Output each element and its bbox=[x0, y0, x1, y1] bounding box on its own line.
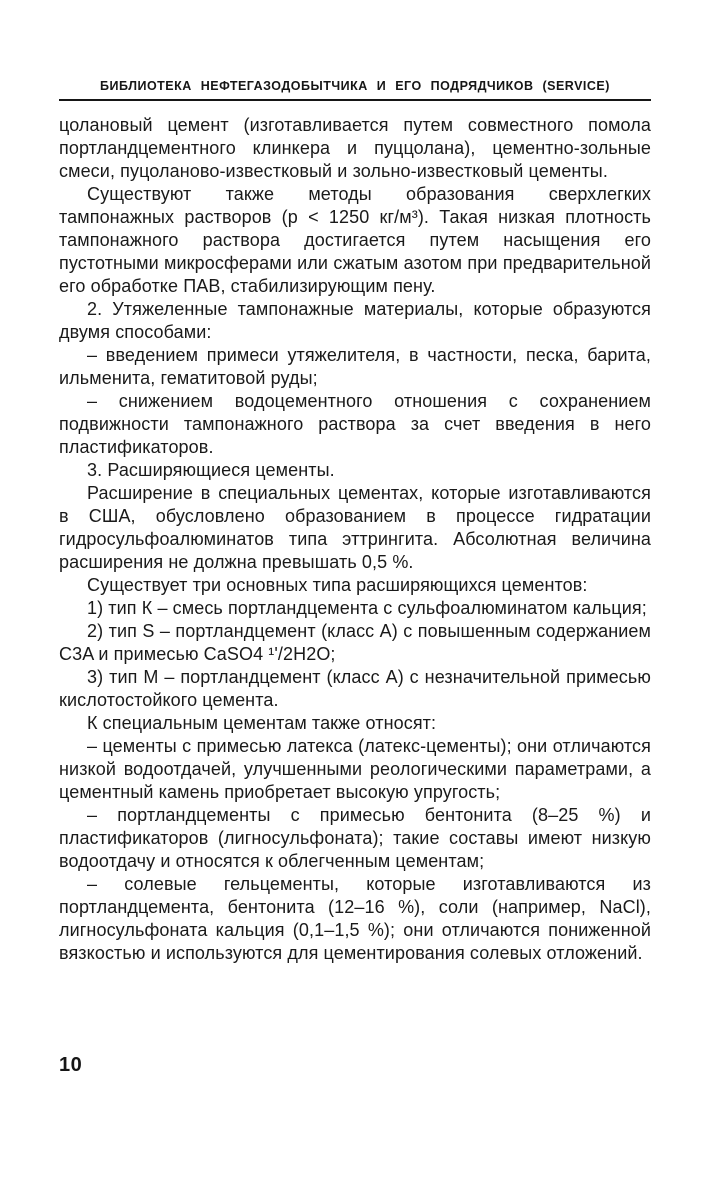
text-column bbox=[59, 79, 651, 965]
paragraph: – портландцементы с примесью бентонита (8–25 %) и пластификаторов (лигносульфоната); такие составы имеют низкую водоотдачу и относятся к облегченным цементам; bbox=[59, 805, 651, 871]
paragraph: – введением примеси утяжелителя, в частности, песка, барита, ильменита, гематитовой руды; bbox=[59, 345, 651, 388]
paragraph: – цементы с примесью латекса (латекс-цементы); они отличаются низкой водоотдачей, улучшенными реологическими параметрами, а цементный камень приобретает высокую упругость; bbox=[59, 736, 651, 802]
page-body bbox=[59, 114, 651, 965]
paragraph: Расширение в специальных цементах, которые изготавливаются в США, обусловлено образованием в процессе гидратации гидросульфоалюминатов типа эттрингита. Абсолютная величина расширения не должна превышать 0,5 %. bbox=[59, 483, 651, 572]
paragraph: 1) тип К – смесь портландцемента с сульфоалюминатом кальция; bbox=[87, 598, 647, 618]
running-header-title: БИБЛИОТЕКА НЕФТЕГАЗОДОБЫТЧИКА И ЕГО ПОДРЯДЧИКОВ (SERVICE) bbox=[100, 79, 610, 93]
paragraph: цолановый цемент (изготавливается путем совместного помола портландцементного клинкера и пуццолана), цементно-зольные смеси, пуцоланово-известковый и зольно-известковый цементы. bbox=[59, 115, 651, 181]
paragraph: 2) тип S – портландцемент (класс A) с повышенным содержанием C3A и примесью CaSO4 ¹'/2H2O; bbox=[59, 621, 651, 664]
paragraph: Существует три основных типа расширяющихся цементов: bbox=[87, 575, 588, 595]
paragraph: 2. Утяжеленные тампонажные материалы, которые образуются двумя способами: bbox=[59, 299, 651, 342]
running-header bbox=[59, 79, 651, 101]
paragraph: – солевые гельцементы, которые изготавливаются из портландцемента, бентонита (12–16 %), соли (например, NaCl), лигносульфоната кальция (0,1–1,5 %); они отличаются пониженной вязкостью и используются для цементирования солевых отложений. bbox=[59, 874, 651, 963]
paragraph: К специальным цементам также относят: bbox=[87, 713, 437, 733]
paragraph: – снижением водоцементного отношения с сохранением подвижности тампонажного раствора за счет введения в него пластификаторов. bbox=[59, 391, 651, 457]
page-number: 10 bbox=[59, 1054, 83, 1076]
paragraph: 3) тип М – портландцемент (класс A) с незначительной примесью кислотостойкого цемента. bbox=[59, 667, 651, 710]
header-rule bbox=[59, 99, 651, 101]
paragraph: Существуют также методы образования сверхлегких тампонажных растворов (р < 1250 кг/м³). Такая низкая плотность тампонажного раствора достигается путем насыщения его пустотными микросферами или сжатым азотом при предварительной его обработке ПАВ, стабилизирующим пену. bbox=[59, 184, 651, 296]
paragraph: 3. Расширяющиеся цементы. bbox=[87, 460, 335, 480]
